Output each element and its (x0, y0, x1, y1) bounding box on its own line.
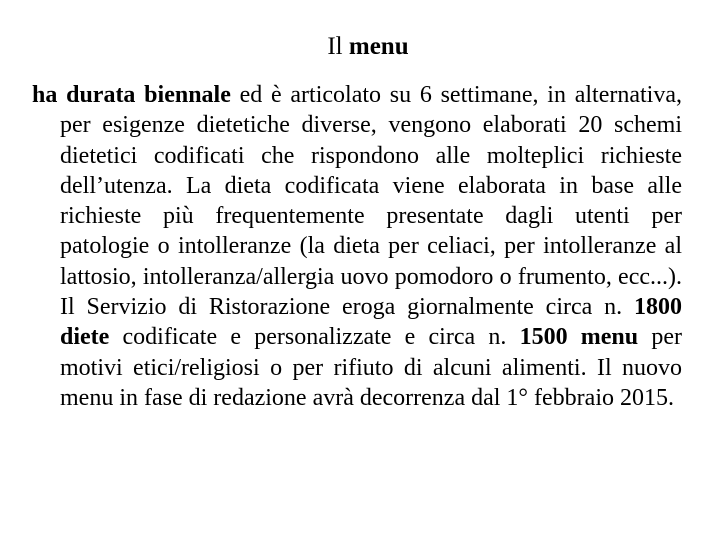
bold-1500-menu: 1500 menu (519, 324, 639, 351)
lead-bold-text: ha durata biennale (32, 82, 231, 108)
title-prefix: Il (327, 33, 343, 60)
title-bold: menu (348, 33, 409, 60)
paragraph-text-part1: ed è articolato su 6 settimane, in alternativa, per esigenze dietetiche diverse, vengono elaborati 20 schemi dietetici codificati che rispondono alle molteplici richieste dell’utenza. La dieta codificata viene elaborata in base alle richieste più frequentemente presentate dagli utenti per patologie o intolleranze (la dieta per celiaci, per intolleranze al lattosio, intolleranza/allergia uovo pomodoro o frumento, ecc...). Il Servizio di Ristorazione eroga giornalmente circa n. (60, 82, 682, 321)
page-title (0, 30, 720, 64)
paragraph-text-part2: codificate e personalizzate e circa n. (109, 324, 520, 351)
body-paragraph (32, 80, 682, 413)
paragraph-text-part3: per motivi etici/religiosi o per rifiuto di alcuni alimenti. Il nuovo menu in fase di redazione avrà decorrenza dal 1° febbraio 2015. (60, 324, 682, 411)
bold-1800-diete: 1800 diete (60, 294, 682, 351)
